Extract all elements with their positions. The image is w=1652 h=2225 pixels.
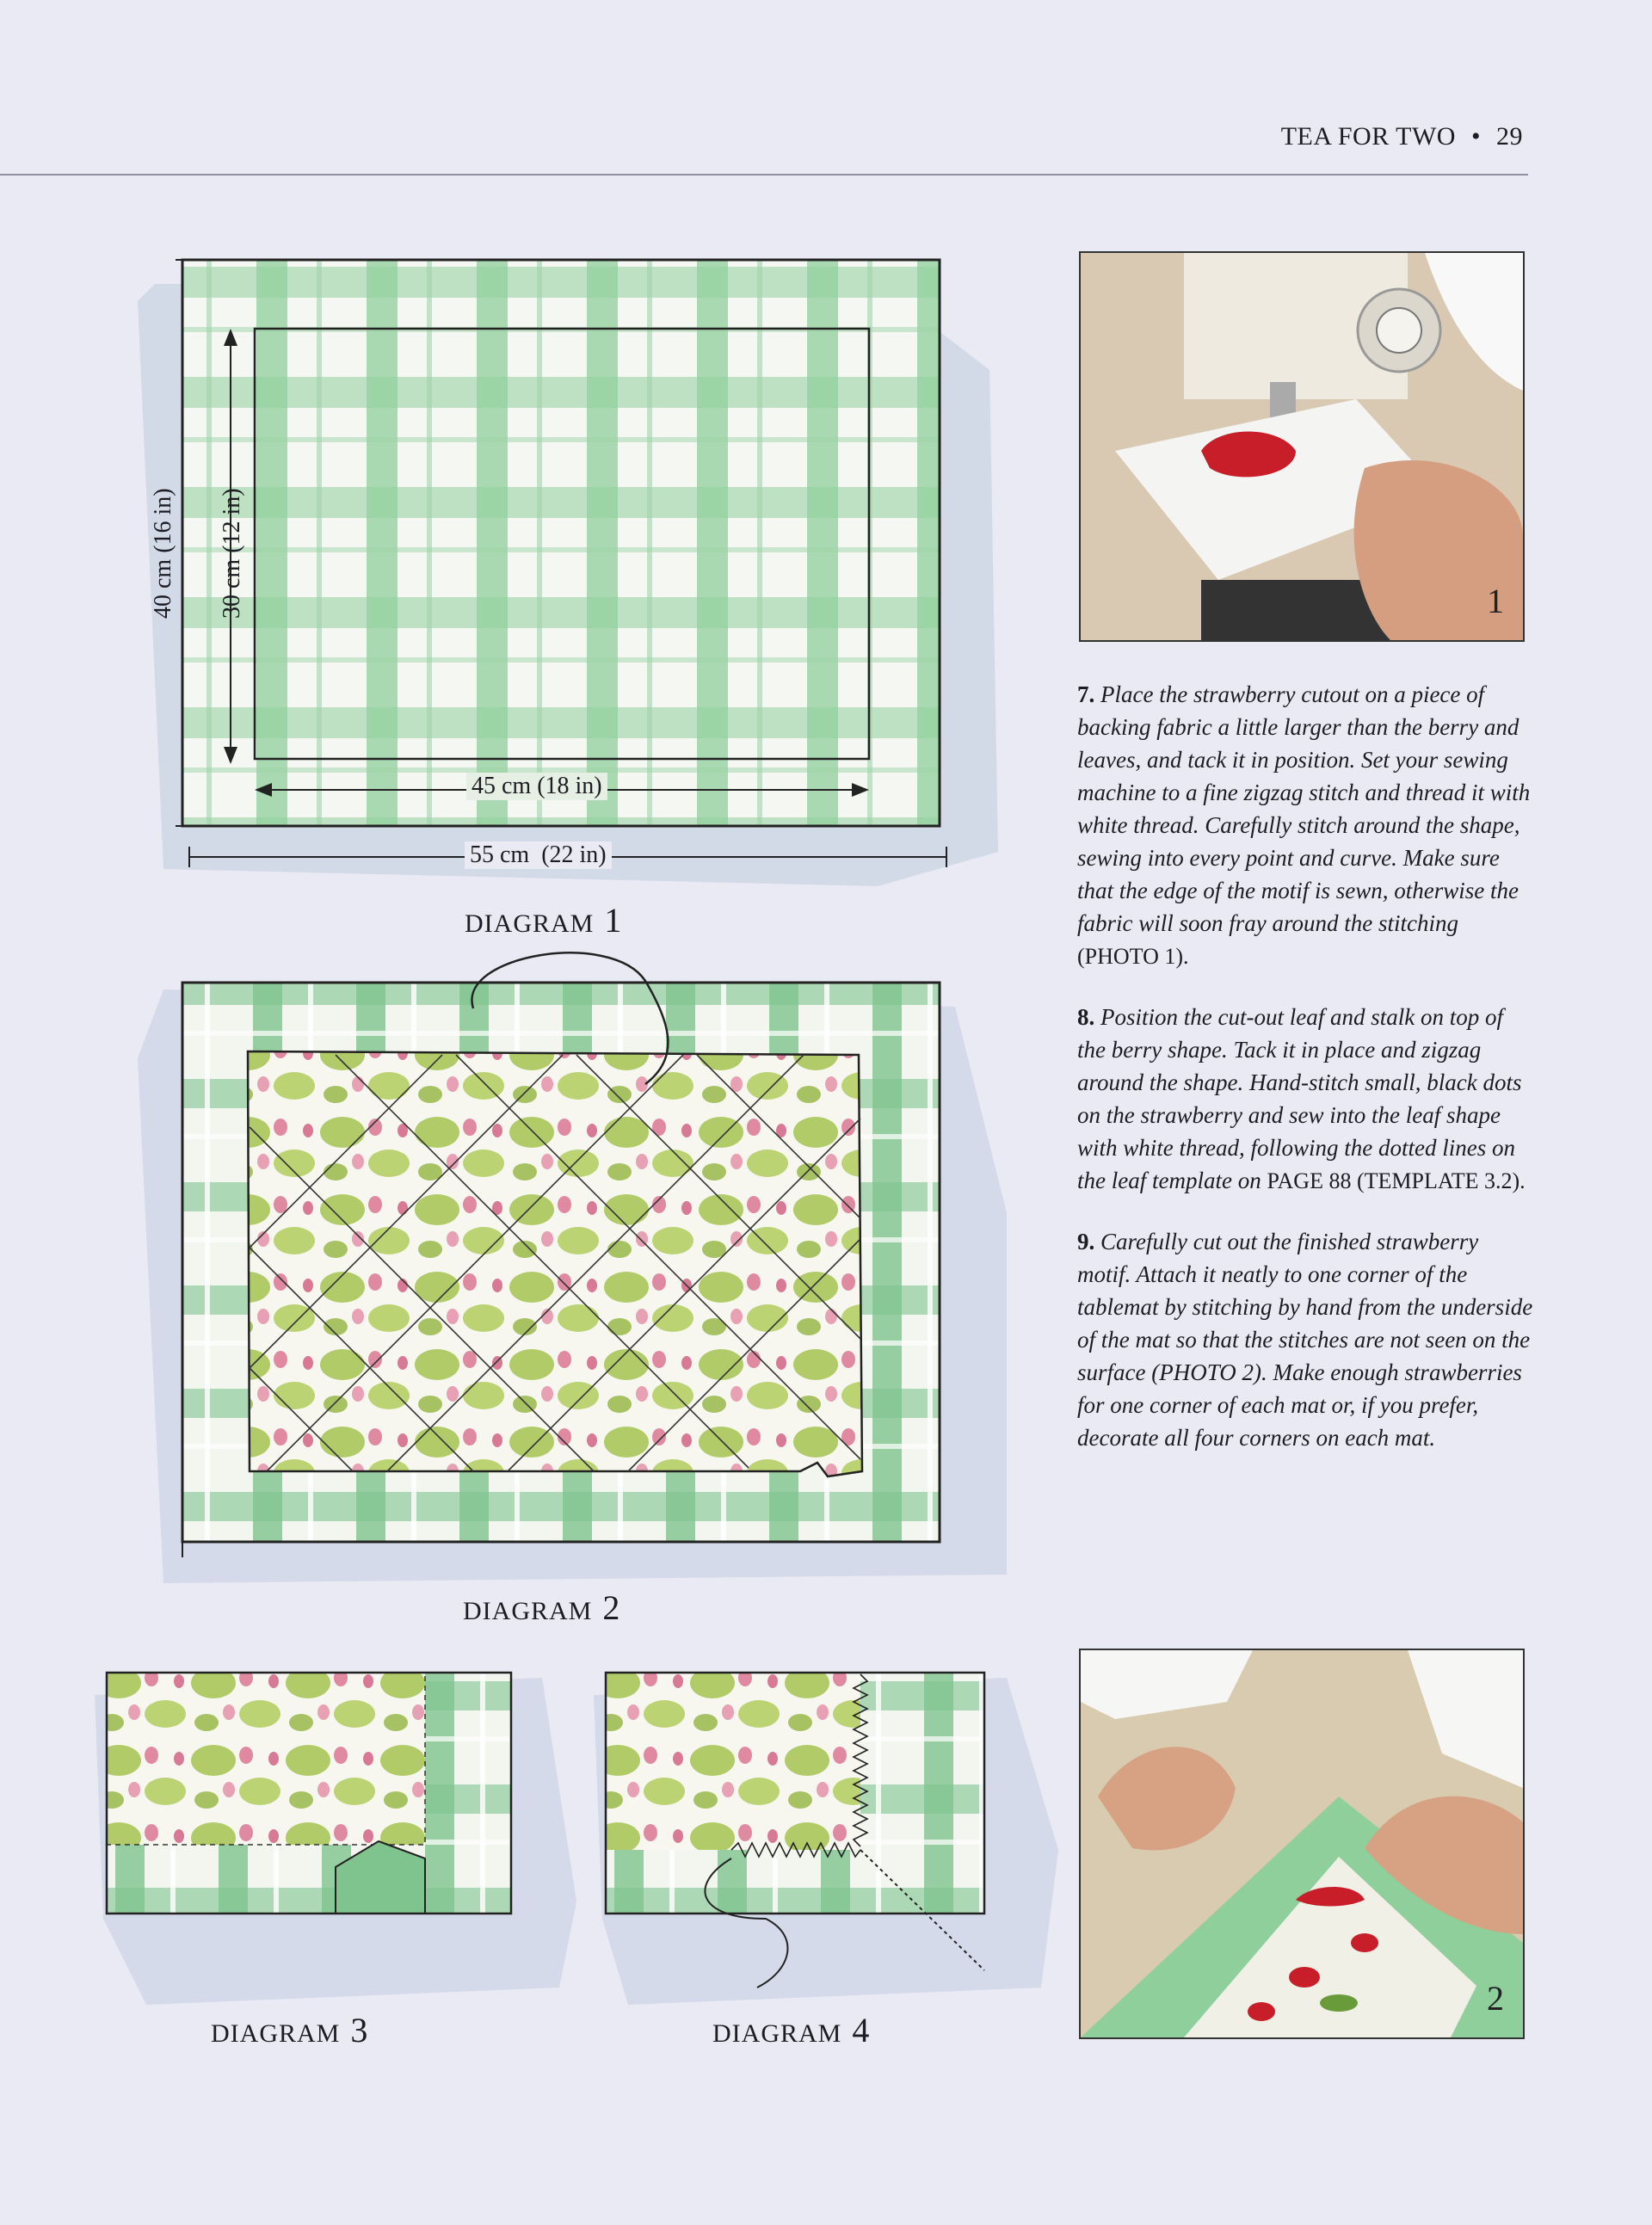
instructions-column (1077, 678, 1533, 1482)
header-rule (0, 174, 1528, 176)
diagram-3-illustration (95, 1661, 576, 2022)
diagram-label: DIAGRAM (463, 1597, 593, 1625)
running-header (1281, 122, 1523, 151)
step-8 (1077, 1001, 1533, 1198)
step-reference: PAGE 88 (TEMPLATE 3.2). (1267, 1168, 1526, 1193)
step-text: Carefully cut out the finished strawberry motif. Attach it neatly to one corner of the tablemat by stitching by hand from the underside of the mat so that the stitches are not seen on the surface (1077, 1229, 1533, 1385)
diagram-1-caption (465, 900, 622, 940)
photo-2 (1079, 1649, 1525, 2039)
dimension-outer-height: 40 cm (16 in) (150, 488, 176, 619)
photo-number: 2 (1487, 1979, 1504, 2018)
diagram-label: DIAGRAM (465, 909, 595, 938)
step-7 (1077, 678, 1533, 973)
dimension-inner-height: 30 cm (12 in) (219, 488, 245, 619)
photo-number: 1 (1487, 582, 1504, 620)
dimension-outer-width: 55 cm (22 in) (465, 841, 612, 869)
photo-1 (1079, 251, 1525, 642)
header-title: TEA FOR TWO (1280, 122, 1456, 151)
diagram-label: DIAGRAM (712, 2019, 842, 2048)
step-number: 8. (1077, 1004, 1095, 1030)
step-text: Place the strawberry cutout on a piece of backing fabric a little larger than the berry and leaves, and tack it in position. Set your sewing machine to a fine zigzag stitch and thread it with white thread. Carefully stitch around the shape, sewing into every point and curve. Make sure that the edge of the motif is sewn, otherwise the fabric will soon fray around the stitching (1077, 681, 1531, 936)
diagram-number: 3 (350, 2011, 369, 2049)
diagram-2-caption (463, 1587, 620, 1628)
step-number: 9. (1077, 1229, 1095, 1254)
diagram-number: 4 (852, 2011, 871, 2049)
diagram-2-illustration (129, 955, 1015, 1609)
step-9 (1077, 1225, 1533, 1454)
diagram-3-caption (211, 2010, 368, 2050)
step-text: Position the cut-out leaf and stalk on top of the berry shape. Tack it in place and zigzag around the shape. Hand-stitch small, black dots on the strawberry and sew into the leaf shape with white thread, following the dotted lines on the leaf template on (1077, 1004, 1522, 1193)
step-reference: (PHOTO 2). Make enough strawberries for one corner of each mat or, if you prefer, decorate all four corners on each mat. (1077, 1359, 1522, 1451)
diagram-4-caption (712, 2010, 870, 2050)
diagram-label: DIAGRAM (211, 2019, 341, 2048)
diagram-1-illustration (129, 250, 972, 903)
step-number: 7. (1077, 681, 1095, 707)
header-separator: • (1470, 122, 1481, 151)
diagram-number: 2 (602, 1588, 621, 1627)
step-reference: (PHOTO 1). (1077, 944, 1189, 969)
hand-stitching-image (1081, 1650, 1523, 2037)
diagram-number: 1 (604, 901, 623, 940)
sewing-machine-image (1081, 253, 1523, 640)
diagram-4-illustration (594, 1661, 1058, 2022)
dimension-inner-width: 45 cm (18 in) (466, 773, 607, 800)
page-number: 29 (1496, 122, 1523, 151)
